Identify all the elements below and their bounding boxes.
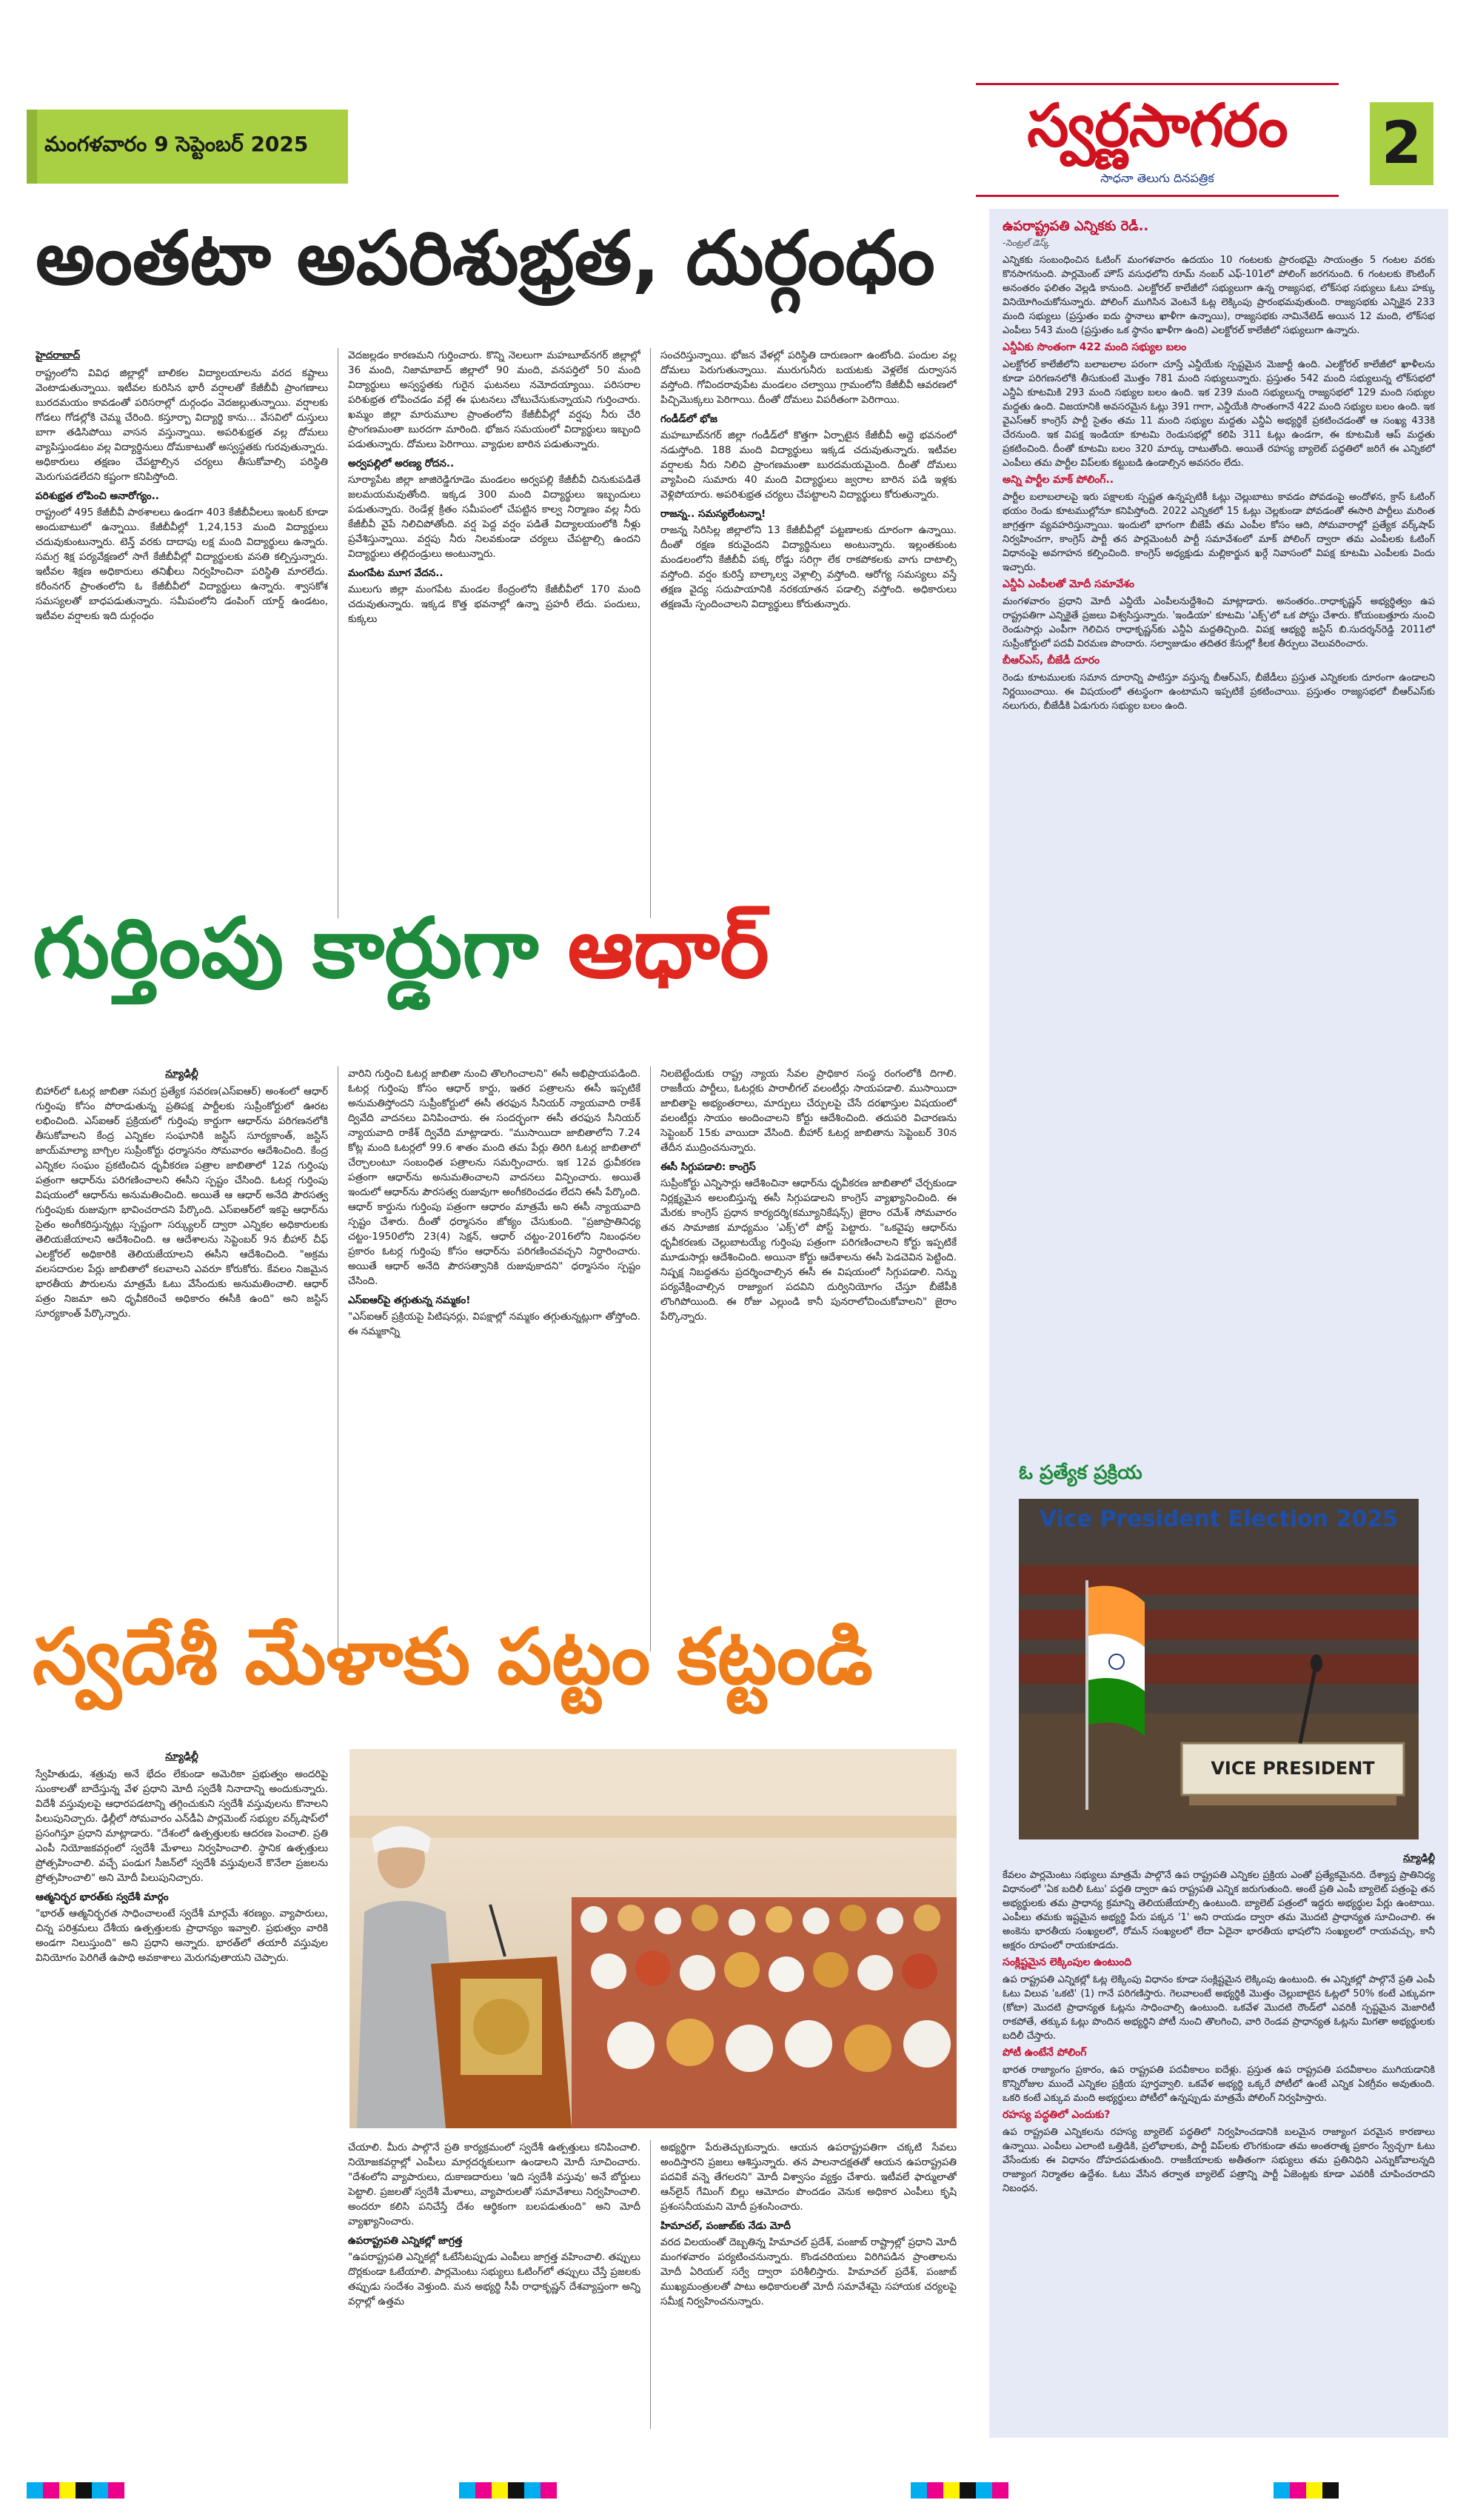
story2-headline-part2: ఆధార్ bbox=[567, 900, 769, 997]
sidebar-dateline: న్యూఢిల్లీ bbox=[1403, 1853, 1435, 1864]
issue-date: మంగళవారం 9 సెప్టెంబర్ 2025 bbox=[44, 132, 309, 156]
vp-photo-caption: Vice President Election 2025 bbox=[1039, 1506, 1399, 1532]
story1-paragraph: సంచరిస్తున్నాయి. భోజన వేళల్లో పరిస్థితి దారుణంగా ఉంటోంది. పందుల వల్ల దోమలు పెరుగుతున్నాయి. మురుగునీరు బయటకు వెళ్లలేక దుర్వాసన వస్తోంది. గోవిందరావుపేట మండలం చల్వాయి గ్రామంలోని కేజీబీవీ ఆవరణలో పిచ్చిమొక్కలు పెరిగాయి. దీంతో దోమలు విపరీతంగా పెరిగాయి. bbox=[660, 350, 957, 406]
story2-headline bbox=[33, 900, 769, 1017]
page-number: 2 bbox=[1381, 110, 1422, 177]
sidebar-subhead: సంక్లిష్టమైన లెక్కింపుల ఉంటుంది bbox=[1003, 1956, 1132, 1968]
story1-subhead: మంగపేట మూగ వేదన.. bbox=[348, 567, 444, 579]
sidebar-title: ఉపరాష్ట్రపతి ఎన్నికకు రెడీ.. bbox=[1003, 219, 1149, 234]
vp-election-photo bbox=[1019, 1499, 1419, 1839]
story2-paragraph: "ఎస్‌ఐఆర్ ప్రక్రియపై పిటిషనర్లు, విపక్షాల్లో నమ్మకం తగ్గుతున్నట్లుగా తోస్తోంది. ఈ నమ్మకాన్ని bbox=[348, 1311, 640, 1337]
story3-paragraph: వరద విలయంతో దెబ్బతిన్న హిమాచల్ ప్రదేశ్, పంజాబ్ రాష్ట్రాల్లో ప్రధాని మోదీ మంగళవారం పర్యటించనున్నారు. కొండచరియలు విరిగిపడిన ప్రాంతాలను మోదీ ఏరియల్ సర్వే ద్వారా పరిశీలిస్తారు. హిమాచల్ ప్రదేశ్, పంజాబ్ ముఖ్యమంత్రులతో పాటు అధికారులతో మోదీ సమావేశమై సహాయక చర్యలపై సమీక్ష నిర్వహించనున్నారు. bbox=[660, 2236, 957, 2307]
sidebar-subhead: రహస్య పద్ధతిలో ఎందుకు? bbox=[1003, 2109, 1111, 2121]
masthead-logo bbox=[976, 83, 1339, 197]
story1-subhead: రాజన్న.. సమస్యలేంటన్నా! bbox=[660, 508, 766, 520]
sidebar-paragraph: భారత రాజ్యాంగం ప్రకారం, ఉప రాష్ట్రపతి పదవీకాలం ఐదేళ్లు. ప్రస్తుత ఉప రాష్ట్రపతి పదవీకాలం ముగియడానికి కొన్నిరోజుల ముందే ఎన్నికల ప్రక్రియ పూర్తవ్వాలి. ఒకవేళ అభ్యర్థి ఒక్కరే పోటీలో ఉంటే ఎన్నిక ఏకగ్రీవం అవుతుంది. ఒకరి కంటే ఎక్కువ మంది అభ్యర్థులు పోటీలో ఉన్నప్పుడు మాత్రమే పోలింగ్ నిర్వహిస్తారు. bbox=[1003, 2065, 1435, 2104]
story2-dateline: న్యూఢిల్లీ bbox=[165, 1068, 198, 1080]
column-rule bbox=[650, 2140, 651, 2429]
special-process-heading: ఓ ప్రత్యేక ప్రక్రియ bbox=[1019, 1462, 1142, 1484]
sidebar-paragraph: ఉప రాష్ట్రపతి ఎన్నికలను రహస్య బ్యాలెట్ పద్ధతిలో నిర్వహించడానికి బలమైన రాజ్యాంగ పరమైన కారణాలు ఉన్నాయి. ఎంపీలు ఎలాంటి ఒత్తిడికి, ప్రలోభాలకు, పార్టీ విప్‌లకు లొంగకుండా తమ అంతరాత్మ ప్రకారం స్వేచ్ఛగా ఓటు వేసేందుకు ఈ విధానం దోహదపడుతుంది. రాజకీయాలకు అతీతంగా సభ్యులు తమ ప్రతినిధిని ఎన్నుకోవాలన్నది రాజ్యాంగ నిర్మాతల ఉద్దేశం. ఓటు వేసిన తర్వాత బ్యాలెట్ పత్రాన్ని పార్టీ ఏజెంట్లకు కూడా ఎవరికీ చూపించరాదని నిబంధన. bbox=[1003, 2127, 1435, 2194]
date-banner-shade bbox=[27, 110, 37, 184]
registration-bar-right bbox=[911, 2482, 1008, 2499]
workshop-photo bbox=[349, 1749, 957, 2128]
sidebar-subhead: ఎన్డీఏ ఎంపీలతో మోదీ సమావేశం bbox=[1003, 578, 1135, 590]
story3-subhead: ఆత్మనిర్భర భారత్‌కు స్వదేశీ మార్గం bbox=[36, 1891, 169, 1903]
newspaper-name: స్వర్ణసాగరం bbox=[1027, 91, 1288, 160]
sidebar-paragraph: ఎన్నికకు సంబంధించిన ఓటింగ్ మంగళవారం ఉదయం 10 గంటలకు ప్రారంభమై సాయంత్రం 5 గంటల వరకు కొనసాగనుంది. పార్లమెంట్ హౌస్ వసుధలోని రూమ్ నంబర్ ఎఫ్-101లో పోలింగ్ జరగనుంది. 6 గంటలకు కౌంటింగ్ అనంతరం ఫలితం వెల్లడి కానుంది. ఎలక్టోరల్ కాలేజీలో సభ్యులుగా ఉన్న రాజ్యసభ, లోక్‌సభ సభ్యులు ఓటు హక్కు వినియోగించుకోనున్నారు. పోలింగ్ ముగిసిన వెంటనే ఓట్ల లెక్కింపు ప్రారంభమవుతుంది. రాజ్యసభకు ఎన్నికైన 233 మంది సభ్యులు (ప్రస్తుతం ఐదు స్థానాలు ఖాళీగా ఉన్నాయి), రాజ్యసభకు నామినేటెడ్ అయిన 12 మంది, లోక్‌సభ ఎంపీలు 543 మంది (ప్రస్తుతం ఒక స్థానం ఖాళీగా ఉంది) ఎలక్టోరల్ కాలేజీలో సభ్యులుగా ఉన్నారు. bbox=[1003, 255, 1435, 336]
story1-headline: అంతటా అపరిశుభ్రత, దుర్గంధం bbox=[36, 215, 935, 301]
story1-subhead: పరిశుభ్రత లోపించి అనారోగ్యం.. bbox=[36, 490, 159, 502]
sidebar-subhead: ఎన్డీఏకు సొంతంగా 422 మంది సభ్యుల బలం bbox=[1003, 341, 1187, 353]
story2-column-1 bbox=[36, 1066, 328, 1666]
vp-nameplate-text: VICE PRESIDENT bbox=[1211, 1758, 1375, 1779]
story2-paragraph: బిహార్‌లో ఓటర్ల జాబితా సమగ్ర ప్రత్యేక సవరణ(ఎస్‌ఐఆర్) అంశంలో ఆధార్ గుర్తింపు కోసం పోరాడుతున్న ప్రతిపక్ష పార్టీలకు సుప్రీంకోర్టులో ఊరట లభించింది. ఎస్‌ఐఆర్ ప్రక్రియలో గుర్తింపు కార్డుగా ఆధార్‌ను పరిగణనలోకి తీసుకోవాలని కేంద్ర ఎన్నికల సంఘానికి జస్టిస్ సూర్యకాంత్, జస్టిస్ జాయ్‌మాల్యా బాగ్చిల సుప్రీంకోర్టు ధర్మాసనం సోమవారం ఆదేశించింది. కేంద్ర ఎన్నికల సంఘం ప్రకటించిన ధృవీకరణ పత్రాల జాబితాలో 12వ గుర్తింపు పత్రంగా ఆధార్‌ను పరిగణించాలని ఈసీని స్పష్టం చేసింది. ఓటర్ల గుర్తింపు విషయంలో ఆధార్‌ను అనుమతించింది. అయితే ఆ ఆధార్ అనేది పౌరసత్వ గుర్తింపుకు రుజువుగా భావించరాదని పేర్కొంది. ఎస్‌ఐఆర్‌లో ఇకపై ఆధార్‌ను సైతం అంగీకరిస్తున్నట్లు స్పష్టంగా సర్క్యులర్ ద్వారా ఎన్నికల అధికారులకు తెలియజేయాలని ఆదేశించింది. ఆ ఆదేశాలను సెప్టెంబర్ 9న బీహార్ చీఫ్ ఎలక్టోరల్ అధికారికి తెలియజేయాలని ఈసీని ఆదేశించింది. "అక్రమ వలసదారుల పేర్లు జాబితాలో కలవాలని ఎవరూ కోరుకోరు. కేవలం నిజమైన భారతీయ పౌరులను మాత్రమే ఓటు వేసేందుకు అనుమతించాలి. ఆధార్ పత్రం నిజమా అని ధృవీకరించే అధికారం ఈసీకి ఉంది" అని జస్టిస్ సూర్యకాంత్ పేర్కొన్నారు. bbox=[36, 1086, 328, 1320]
story2-paragraph: సుప్రీంకోర్టు ఎన్నిసార్లు ఆదేశించినా ఆధార్‌ను ధృవీకరణ జాబితాలో చేర్చకుండా నిర్లక్ష్యమైన అలంబిస్తున్న ఈసీ సిగ్గుపడాలని కాంగ్రెస్ వ్యాఖ్యానించింది. ఈ మేరకు కాంగ్రెస్ ప్రధాన కార్యదర్శి(కమ్యూనికేషన్స్) జైరాం రమేశ్ సోమవారం తన సామాజిక మాధ్యమం 'ఎక్స్‌'లో పోస్ట్ పెట్టారు. "ఒకవైపు ఆధార్‌ను ధృవీకరణకు చెల్లుబాటయ్యే గుర్తింపు పత్రంగా పరిగణించాలని కోర్టు ఇప్పటికే మూడుసార్లు ఆదేశించింది. అయినా కోర్టు ఆదేశాలను ఈసీ పెడచెవిన పెట్టింది. నిష్పక్ష నిబద్ధతను ప్రదర్శించాల్సిన ఈసీ ఈ విషయంలో సిగ్గుపడాలి. నిన్ను పర్యవేక్షించాల్సిన రాజ్యాంగ పదవిని దుర్వినియోగం చేస్తూ బీజేపీకి లొంగిపోయింది. ఈ రోజు ఎల్లుండి కానీ పునరాలోచించుకోవాలని" జైరాం పేర్కొన్నారు. bbox=[660, 1177, 957, 1323]
page-number-box bbox=[1370, 102, 1433, 185]
story3-paragraph: స్వేహితుడు, శత్రువు అనే భేదం లేకుండా అమెరికా ప్రభుత్వం అందరిపై సుంకాలతో బాదేస్తున్న వేళ ప్రధాని మోదీ స్వదేశీ నినాదాన్ని అందుకున్నారు. విదేశీ వస్తువులపై ఆధారపడటాన్ని తగ్గించుకుని స్వదేశీ వస్తువులను కొనాలని పిలుపునిచ్చారు. ఢిల్లీలో సోమవారం ఎన్‌డీఏ పార్లమెంట్ సభ్యుల వర్క్‌షాప్‌లో ప్రసంగిస్తూ ప్రధాని మాట్లాడారు. "దేశంలో ఉత్పత్తులకు ఆదరణ పెంచాలి. ప్రతి ఎంపీ నియోజకవర్గంలో స్వదేశీ మేళాలు నిర్వహించాలి. స్థానిక ఉత్పత్తులు ప్రోత్సహించాలి. వచ్చే పండుగ సీజన్‌లో స్వదేశీ వస్తువులనే కొనేలా ప్రజలను ప్రోత్సహించాలి" అని మోదీ పిలుపునిచ్చారు. bbox=[36, 1768, 328, 1884]
story1-column-3 bbox=[660, 348, 957, 926]
story3-column-1 bbox=[36, 1749, 328, 2438]
story3-column-2 bbox=[348, 2140, 640, 2436]
sidebar-credit: -సెంట్రల్ డెస్క్ bbox=[1003, 238, 1050, 248]
registration-bar-left bbox=[27, 2482, 124, 2499]
story1-subhead: అర్వపల్లిలో అరణ్య రోదన.. bbox=[348, 458, 455, 469]
sidebar-paragraph: ఎలక్టోరల్ కాలేజీలోని బలాబలాల పరంగా చూస్తే ఎన్డీయేకు స్పష్టమైన మెజార్టీ ఉంది. ఎలక్టోరల్ కాలేజీలో ఖాళీలను కూడా పరిగణనలోకి తీసుకుంటే మొత్తం 781 మంది సభ్యులున్నారు. ప్రస్తుతం 542 మంది సభ్యులున్న లోక్‌సభలో ఎన్డీఏ కూటమికి 293 మంది సభ్యుల బలం ఉంది. ఇక 239 మంది సభ్యులున్న రాజ్యసభలో 129 మంది సభ్యుల మద్దతు ఉంది. విజయానికి అవసరమైన ఓట్లు 391 గాగా, ఎన్డీయేకి సొంతంగానే 422 మంది సభ్యుల బలం ఉంది. ఇక వైఎస్ఆర్ కాంగ్రెస్ పార్టీ సైతం తమ 11 మంది సభ్యుల మద్దతు ఎన్డీఏ అభ్యర్థికే ప్రకటించడంతో ఆ సంఖ్య 433కి చేరనుంది. ఇక విపక్ష ఇండియా కూటమి రెండుసభల్లో కలిపి 311 ఓట్లు ఉండగా, ఈ కూటమికి ఆప్ మద్దతు ప్రకటించింది. దీంతో కూటమి బలం 320 మార్కు దాటుతోంది. అయితే రహస్య బ్యాలెట్ పద్ధతిలో జరిగే ఈ ఎన్నికలో ఎంపీలు తమ పార్టీల విప్‌లకు కట్టుబడి ఉండాల్సిన అవసరం లేదు. bbox=[1003, 359, 1435, 469]
registration-bar-center bbox=[459, 2482, 557, 2499]
story3-paragraph: "ఉపరాష్ట్రపతి ఎన్నికల్లో ఓటేసేటప్పుడు ఎంపీలు జాగ్రత్త వహించాలి. తప్పులు దొర్లకుండా ఓటేయాలి. పార్లమెంటు సభ్యులు ఓటింగ్‌లో తప్పులు చేస్తే ప్రజలకు తప్పుడు సందేశం వెళ్తుంది. మన అభ్యర్థి సీపీ రాధాకృష్ణన్ దేశవ్యాప్తంగా అన్ని వర్గాల్లో ఉత్తమ bbox=[348, 2251, 640, 2307]
story2-subhead: ఈసీ సిగ్గుపడాలి: కాంగ్రెస్ bbox=[660, 1161, 756, 1173]
story1-subhead: గండీడ్‌లో భోజ bbox=[660, 413, 717, 425]
story1-paragraph: మహబూబ్‌నగర్ జిల్లా గండీడ్‌లో కొత్తగా ఏర్పాటైన కేజీబీవీ అద్దె భవనంలో నడుస్తోంది. 188 మంది విద్యార్థులు ఇక్కడ చదువుతున్నారు. ఇటీవల వర్షాలకు నీరు నిలిచి ప్రాంగణమంతా బురదమయమైంది. దీంతో దోమలు వ్యాపించి సుమారు 40 మంది విద్యార్థులు జ్వరాల బారిన పడి ఇళ్లకు వెళ్లిపోయారు. అపరిశుభ్రత చర్యలు చేపట్టాలని విద్యార్థులు కోరుతున్నారు. bbox=[660, 430, 957, 501]
sidebar-subhead: అన్ని పార్టీల మాక్ పోలింగ్.. bbox=[1003, 474, 1114, 486]
story2-paragraph: వారిని గుర్తించి ఓటర్ల జాబితా నుంచి తొలగించాలని" ఈసీ అభిప్రాయపడింది. ఓటర్ల గుర్తింపు కోసం ఆధార్ కార్డు, ఇతర పత్రాలను ఈసీ ఇప్పటికే అనుమతిస్తోందని సుప్రీంకోర్టులో ఈసీ తరఫున సీనియర్ న్యాయవాది రాకేశ్ ద్వివేది వాదనలు వినిపించారు. ఈ సందర్భంగా ఈసీ తరఫున సీనియర్ న్యాయవాది రాకేశ్ ద్వివేది మాట్లాడారు. "ముసాయిదా జాబితాలోని 7.24 కోట్ల మంది ఓటర్లలో 99.6 శాతం మంది తమ పేర్లు తిరిగి ఓటర్ల జాబితాలో చేర్చాలంటూ సంబంధిత పత్రాలను సమర్పించారు. ఇక 12వ ధ్రువీకరణ పత్రంగా ఆధార్‌ను అనుమతించాలని వాదనలు విన్పించారు. అయితే ఇందులో ఆధార్‌ను పౌరసత్వ రుజువుగా అంగీకరించడం లేదని ఈసీ పేర్కొంది. ఆధార్ కార్డును గుర్తింపు పత్రంగా ఆధారం మాత్రమే అని ఈసీ న్యాయవాది స్పష్టం చేశారు. దీంతో ధర్మాసనం జోక్యం చేసుకుంది. "ప్రజాప్రాతినిధ్య చట్టం-1950లోని 23(4) సెక్షన్, ఆధార్ చట్టం-2016లోని నిబంధనల ప్రకారం ఓటర్ల గుర్తింపు కోసం ఆధార్‌ను పరిగణించవచ్చని నిర్ధారించారు. అయితే ఆధార్ అనేది పౌరసత్వానికి రుజువుకాదని" ధర్మాసనం స్పష్టం చేసింది. bbox=[348, 1068, 640, 1287]
story3-dateline: న్యూఢిల్లీ bbox=[165, 1751, 198, 1762]
sidebar-subhead: పోటీ ఉంటేనే పోలింగ్ bbox=[1003, 2047, 1087, 2059]
story3-column-3 bbox=[660, 2140, 957, 2436]
story3-paragraph: చేయాలి. మీరు పాల్గొనే ప్రతి కార్యక్రమంలో స్వదేశీ ఉత్పత్తులు కనిపించాలి. నియోజకవర్గాల్లో ఎంపీలు మార్గదర్శకులుగా ఉండాలని మోదీ సూచించారు. "దేశంలోని వ్యాపారులు, దుకాణదారులు 'ఇది స్వదేశీ వస్తువు' అనే బోర్డులు పెట్టాలి. ప్రజలతో స్వదేశీ మేళాలు, వ్యాపారులతో సమావేశాలు నిర్వహించాలి. అందరూ కలిసి పనిచేస్తే దేశం ఆర్థికంగా బలపడుతుంది" అని మోదీ వ్యాఖ్యానించారు. bbox=[348, 2142, 640, 2227]
vp-photo-art bbox=[1019, 1499, 1419, 1839]
story3-paragraph: అభ్యర్థిగా పేరుతెచ్చుకున్నారు. ఆయన ఉపరాష్ట్రపతిగా చక్కటి సేవలు అందిస్తారని ప్రజలు ఆశిస్తున్నారు. తన పాలనాదక్షతతో ఆయన ఉపరాష్ట్రపతి పదవికే వన్నె తేగలరని" మోదీ విశ్వాసం వ్యక్తం చేశారు. ఇటీవలే ఫార్ములాతో ఆన్‌లైన్ గేమింగ్ బిల్లు ఆమోదం పొందడం వెనుక అధికార ఎంపీలు కృషి ప్రశంసనీయమని మోదీ ప్రశంసించారు. bbox=[660, 2142, 957, 2213]
sidebar-paragraph: కేవలం పార్లమెంటు సభ్యులు మాత్రమే పాల్గొనే ఉప రాష్ట్రపతి ఎన్నికల ప్రక్రియ ఎంతో ప్రత్యేకమైనది. దేశ్యాప్త ప్రాతినిధ్య విధానంలో 'ఏక బదిలీ ఓటు' పద్ధతి ద్వారా ఉప రాష్ట్రపతి ఎన్నిక జరుగుతుంది. అంటే ప్రతి ఎంపీ బ్యాలెట్ పత్రంపై తన అభ్యర్థులకు తమ ప్రాధాన్య క్రమాన్ని తెలియజేయాల్సి ఉంటుంది. బ్యాలెట్ పత్రంలో ఇద్దరు అభ్యర్థుల పేర్లు ఉంటాయి. ఎంపీలు తమకు ఇష్టమైన అభ్యర్థి పేరు పక్కన '1' అని రాయడం ద్వారా తమ మొదటి ప్రాధాన్యత సూచించాలి. ఈ అంకెను భారతీయ సంఖ్యలలో, రోమన్ సంఖ్యలలో లేదా ఏదైనా భారతీయ భాషలోని సంఖ్యలలో రాయవచ్చు, కానీ అక్షరం రూపంలో రాయకూడదు. bbox=[1003, 1870, 1435, 1951]
story2-paragraph: నిలబెట్టేందుకు రాష్ట్ర న్యాయ సేవల ప్రాధికార సంస్థ రంగంలోకి దిగాలి. రాజకీయ పార్టీలు, ఓటర్లకు పారాలీగల్ వలంటీర్లు సాయపడాలి. ముసాయిదా జాబితాపై అభ్యంతరాలు, మార్పులు చేర్పులపై చేసే దరఖాస్తుల విషయంలో వలంటీర్లు సాయం అందించాలని కోర్టు ఆదేశించింది. తదుపరి విచారణను సెప్టెంబర్ 15కు వాయిదా వేసింది. బీహార్ ఓటర్ల జాబితాను సెప్టెంబర్ 30న తేదీన ముద్రించనున్నారు. bbox=[660, 1068, 957, 1154]
story2-column-3 bbox=[660, 1066, 957, 1666]
story1-paragraph: సూర్యాపేట జిల్లా జాజిరెడ్డిగూడెం మండలం అర్వపల్లి కేజీబీవీ చినుకుపడితే జలమయమవుతోంది. ఇక్కడ 300 మంది విద్యార్థులు ఇబ్బందులు పడుతున్నారు. రెండేళ్ల క్రితం సమీపంలో చేపట్టిన కాల్వ నిర్మాణం వల్ల నీరు కేజీబీవీ వైపే నిలిచిపోతోంది. వర్ష పెద్ద వర్షం పడితే విద్యాలయంలోకి నీళ్లు ప్రవేశిస్తున్నాయి. వర్షపు నీరు నిలవకుండా చర్యలు చేపట్టాల్సి ఉందని విద్యార్థులు తల్లిదండ్రులు అంటున్నారు. bbox=[348, 474, 640, 560]
story3-subhead: హిమాచల్, పంజాబ్‌కు నేడు మోదీ bbox=[660, 2220, 791, 2232]
story1-paragraph: రాష్ట్రంలోని వివిధ జిల్లాల్లో బాలికల విద్యాలయాలను వరద కష్టాలు వెంటాడుతున్నాయి. ఇటీవల కురిసిన భారీ వర్షాలతో కేజీబీవీ ప్రాంగణాలు బురదమయం కావడంతో పరిసరాల్లో దుర్గంధం వెదజల్లుతున్నాయి. వర్షాలకు గోడలు గోడల్లోకి చెమ్మ చేరింది. కస్తూర్బా విద్యార్థి కాను... వేసవిలో దుస్తులు బాగా తడిసిపోయి వాసన వస్తున్నాయి. అపరిశుభ్రత వల్ల దోమలు వ్యాపిస్తుండటం వల్ల విద్యార్థినులు దోమకాటుతో అస్వస్థతకు గురవుతున్నారు. అధికారులు తక్షణం చేపట్టాల్సిన చర్యలు తీసుకోవాల్సి పరిస్థితి మెరుగుపడలేదని కష్టంగా కనిపిస్తోంది. bbox=[36, 367, 328, 483]
newspaper-tagline: సాధనా తెలుగు దినపత్రిక bbox=[1100, 171, 1214, 185]
story3-headline: స్వదేశీ మేళాకు పట్టం కట్టండి bbox=[33, 1611, 873, 1702]
story2-subhead: ఎస్‌ఐఆర్‌పై తగ్గుతున్న నమ్మకం! bbox=[348, 1294, 471, 1306]
story1-dateline: హైదరాబాద్ bbox=[36, 350, 81, 361]
registration-bar-far-right bbox=[1274, 2482, 1339, 2499]
story3-subhead: ఉపరాష్ట్రపతి ఎన్నికల్లో జాగ్రత్త bbox=[348, 2235, 463, 2247]
sidebar-paragraph: పార్టీల బలాబలాలపై ఇరు పక్షాలకు స్పష్టత ఉన్నప్పటికీ ఓట్లు చెల్లుబాటు కావడం పోవడంపై అందోళన, క్రాస్ ఓటింగ్ భయం రెండు కూటముల్లోనూ కనిపిస్తోంది. 2022 ఎన్నికలో 15 ఓట్లు చెల్లకుండా పోవడంతో ఈసారి పార్టీలు మరింత జాగ్రత్తగా వ్యవహరిస్తున్నాయి. ఇందులో భాగంగా బీజేపీ తమ ఎంపీల కోసం ఆది, సోమవారాల్లో ప్రత్యేక వర్క్‌షాప్ నిర్వహించగా, కాంగ్రెస్ పార్టీ తన పార్లమెంటరీ పార్టీ సమావేశంలో మాక్ పోలింగ్ ద్వారా తమ ఎంపీలకు ఓటింగ్ విధానంపై అవగాహన కల్పించింది. కాంగ్రెస్ అధ్యక్షుడు మల్లికార్జున ఖర్గే నివాసంలో విపక్ష కూటమి ఎంపీలకు విందు ఇచ్చారు. bbox=[1003, 492, 1435, 573]
story1-paragraph: వెదజల్లడం కారణమని గుర్తించారు. కొన్ని నెలలుగా మహబూబ్‌నగర్ జిల్లాల్లో 36 మంది, నిజామాబాద్ జిల్లాలో 90 మంది, వనపర్తిలో 50 మంది విద్యార్థులు అస్వస్థతకు గురైన ఘటనలు నమోదయ్యాయి. పరిసరాల పరిశుభ్రత లోపించడం వల్లే ఈ ఘటనలు చోటుచేసుకున్నాయని గుర్తించారు. ఖమ్మం జిల్లా మారుమూల ప్రాంతంలోని కేజీబీవీల్లో వర్షపు నీరు చేరి ప్రాంగణమంతా బురదగా మారింది. భోజన సమయంలో విద్యార్థులు ఇబ్బంది పడుతున్నారు. దోమలు పెరిగాయి. వ్యాధుల బారిన పడుతున్నారు. bbox=[348, 350, 640, 450]
story2-column-2 bbox=[348, 1066, 640, 1666]
sidebar-subhead: బీఆర్ఎస్, బీజేడీ దూరం bbox=[1003, 655, 1100, 666]
sidebar-panel bbox=[989, 209, 1448, 2438]
sidebar-top-text bbox=[1003, 219, 1435, 1434]
story1-paragraph: ములుగు జిల్లా మంగపేట మండల కేంద్రంలోని కేజీబీవీలో 170 మంది చదువుతున్నారు. ఇక్కడ కొత్త భవనాల్లో ఉన్నా ప్రహరీ లేదు. పందులు, కుక్కలు bbox=[348, 584, 640, 625]
column-rule bbox=[650, 1066, 651, 1651]
story1-paragraph: రాష్ట్రంలో 495 కేజీబీవీ పాఠశాలలు ఉండగా 403 కేజీబీవీలలు ఇంటర్ కూడా అందుబాటులో ఉన్నాయి. కేజీబీవీల్లో 1,24,153 మంది విద్యార్థులు చదువుకుంటున్నారు. టెన్త్ వరకు దాదాపు లక్ష మంది విద్యార్థులు ఉన్నారు. సమగ్ర శిక్ష పర్యవేక్షణలో సాగే కేజీబీవీల్లో విద్యార్థులకు వసతి కల్పిస్తున్నారు. ఇటీవల శిక్షణ అధికారులు తనిఖీలు నిర్వహించినా పరిస్థితి మారలేదు. కరీంనగర్ ప్రాంతంలోని ఓ కేజీబీవీలో విద్యార్థులు ఉన్నారు. శ్వాసకోశ సమస్యలతో బాధపడుతున్నారు. సమీపంలోని డంపింగ్ యార్డ్ ఉండటం, ఇటీవల వర్షాలకు ఇది దుర్గంధం bbox=[36, 507, 328, 622]
story3-photo bbox=[349, 1749, 957, 2128]
story1-column-2 bbox=[348, 348, 640, 926]
sidebar-paragraph: రెండు కూటములకు సమాన దూరాన్ని పాటిస్తూ వస్తున్న బీఆర్ఎస్, బీజేడీలు ప్రస్తుత ఎన్నికలకు దూరంగా ఉండాలని నిర్ణయించాయి. ఈ విషయంలో తటస్థంగా ఉంటామని ఇప్పటికే ప్రకటించాయి. ప్రస్తుతం రాజ్యసభలో బీఆర్ఎస్‌కు నలుగురు, బీజేడీకి ఏడుగురు సభ్యుల బలం ఉంది. bbox=[1003, 672, 1435, 712]
sidebar-bottom-text bbox=[1003, 1851, 1435, 2429]
sidebar-paragraph: ఉప రాష్ట్రపతి ఎన్నికల్లో ఓట్ల లెక్కింపు విధానం కూడా సంక్లిష్టమైన లెక్కింపు ఉంటుంది. ఈ ఎన్నికల్లో పాల్గొనే ప్రతి ఎంపీ ఓటు విలువ 'ఒకటి' (1) గానే పరిగణిస్తారు. గెలవాలంటే అభ్యర్థికి మొత్తం చెల్లుబాటైన ఓట్లలో 50% కంటే ఎక్కువగా (కోటా) మొదటి ప్రాధాన్యత ఓట్లను సాధించాల్సి ఉంటుంది. ఒకవేళ మొదటి రౌండ్‌లో ఎవరికీ స్పష్టమైన మెజారిటీ రాకపోతే, తక్కువ ఓట్లు పొందిన అభ్యర్థిని పోటీ నుంచి తొలగించి, వారి రెండవ ప్రాధాన్యత ఓట్లను మిగతా అభ్యర్థులకు బదిలీ చేస్తారు. bbox=[1003, 1974, 1435, 2042]
column-rule bbox=[650, 348, 651, 918]
sidebar-paragraph: మంగళవారం ప్రధాని మోదీ ఎన్డీయే ఎంపీలనుద్దేశించి మాట్లాడారు. అనంతరం..రాధాకృష్ణన్ అభ్యర్థిత్వం ఉప రాష్ట్రపతిగా ఎన్నికైతే ప్రజలు విశ్వసిస్తున్నారు. 'ఇండియా' కూటమి 'ఎక్స్'లో ఒక పోస్టు చేశారు. కోయంబత్తూరు నుంచి రెండుసార్లు ఎంపీగా గెలిచిన రాధాకృష్ణన్‌కు ఎన్డీఏ మద్దతిచ్చింది. విపక్ష ఆభ్యర్థి జస్టిస్ బి.సుదర్శన్‌రెడ్డి 2011లో సుప్రీంకోర్టులో పదవీ విరమణ పొందారు. సల్వాజుడుం తదితర కేసుల్లో కీలక తీర్పులు వెలువరించారు. bbox=[1003, 596, 1435, 649]
story2-headline-part1: గుర్తింపు కార్డుగా bbox=[33, 900, 539, 997]
story3-paragraph: "భారత్ ఆత్మనిర్భరత సాధించాలంటే స్వదేశీ మార్గమే శరణ్యం. వ్యాపారులు, చిన్న పరిశ్రమలు దేశీయ ఉత్పత్తులకు ప్రాధాన్యం ఇవ్వాలి. ప్రభుత్వం వారికి అండగా నిలుస్తుంది" అని ప్రధాని అన్నారు. భారత్‌లో తయారీ వస్తువుల వినియోగం పెరిగితే ఉపాధి అవకాశాలు మెరుగవుతాయని చెప్పారు. bbox=[36, 1908, 328, 1964]
story1-column-1 bbox=[36, 348, 328, 926]
story1-paragraph: రాజన్న సిరిసిల్ల జిల్లాలోని 13 కేజీబీవీల్లో పట్టణాలకు దూరంగా ఉన్నాయి. దీంతో రక్షణ కరువైందని విద్యార్థినులు అంటున్నారు. ఇల్లంతకుంట మండలంలోని కేజీబీవీ పక్క రోడ్డు సరిగ్గా లేక రాకపోకలకు వాగు దాటాల్సి వస్తోంది. వర్షం కురిస్తే బాల్కాల్వ వెళ్లాల్సి వస్తోంది. ఆరోగ్య సమస్యలు వస్తే తక్షణ వైద్య సదుపాయానికి నరకయాతన పడాల్సి వస్తోంది. అధికారులు తక్షణమే స్పందించాలని విద్యార్థులు కోరుతున్నారు. bbox=[660, 524, 957, 610]
